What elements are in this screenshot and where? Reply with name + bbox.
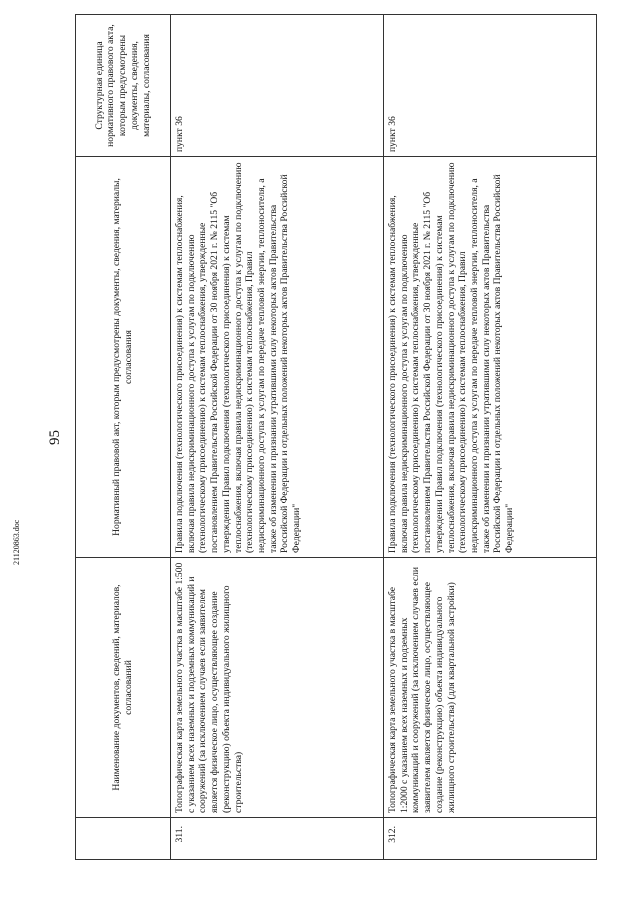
header-unit: Структурная единица нормативного правового акта, которым предусмотрены документы, сведения, материалы, согласования xyxy=(76,15,171,157)
structural-unit: пункт 36 xyxy=(384,15,597,157)
header-name: Наименование документов, сведений, материалов, согласований xyxy=(76,558,171,818)
requirements-table xyxy=(75,14,597,860)
table-row xyxy=(171,15,384,860)
legal-act: Правила подключения (технологического присоединения) к системам теплоснабжения, включая правила недискриминационного доступа к услугам по подключению (технологическому присоединению) к системам теплоснабжения, утвержденные постановлением Правительства Российской Федерации от 30 ноября 2021 г. № 2115 "Об утверждении Правил подключения (технологического присоединения) к системам теплоснабжения, включая правила недискриминационного доступа к услугам по подключению (технологическому присоединению) к системам теплоснабжения, Правил недискриминационного доступа к услугам по передаче тепловой энергии, теплоносителя, а также об изменении и признании утратившими силу некоторых актов Правительства Российской Федерации и отдельных положений некоторых актов Правительства Российской Федерации" xyxy=(171,157,384,558)
row-number: 312. xyxy=(384,818,597,860)
document-name: Топографическая карта земельного участка в масштабе 1:2000 с указанием всех наземных и подземных коммуникаций и сооружений (за исключением случаев если заявителем является физическое лицо, осуществляющее создание (реконструкцию) объекта индивидуального жилищного строительства) (для квартальной застройки) xyxy=(384,558,597,818)
document-name: Топографическая карта земельного участка в масштабе 1:500 с указанием всех наземных и подземных коммуникаций и сооружений (за исключением случаев если заявителем является физическое лицо, осуществляющее создание (реконструкцию) объекта индивидуального жилищного строительства) xyxy=(171,558,384,818)
page-number: 95 xyxy=(47,430,63,445)
legal-act: Правила подключения (технологического присоединения) к системам теплоснабжения, включая правила недискриминационного доступа к услугам по подключению (технологическому присоединению) к системам теплоснабжения, утвержденные постановлением Правительства Российской Федерации от 30 ноября 2021 г. № 2115 "Об утверждении Правил подключения (технологического присоединения) к системам теплоснабжения, включая правила недискриминационного доступа к услугам по подключению (технологическому присоединению) к системам теплоснабжения, Правил недискриминационного доступа к услугам по передаче тепловой энергии, теплоносителя, а также об изменении и признании утратившими силу некоторых актов Правительства Российской Федерации и отдельных положений некоторых актов Правительства Российской Федерации" xyxy=(384,157,597,558)
structural-unit: пункт 36 xyxy=(171,15,384,157)
table-row xyxy=(384,15,597,860)
header-act: Нормативный правовой акт, которым предусмотрены документы, сведения, материалы, согласования xyxy=(76,157,171,558)
rotated-page xyxy=(35,15,610,860)
table-header-row xyxy=(76,15,171,860)
header-num xyxy=(76,818,171,860)
footer-file-code: 21120863.doc xyxy=(12,519,21,565)
row-number: 311. xyxy=(171,818,384,860)
